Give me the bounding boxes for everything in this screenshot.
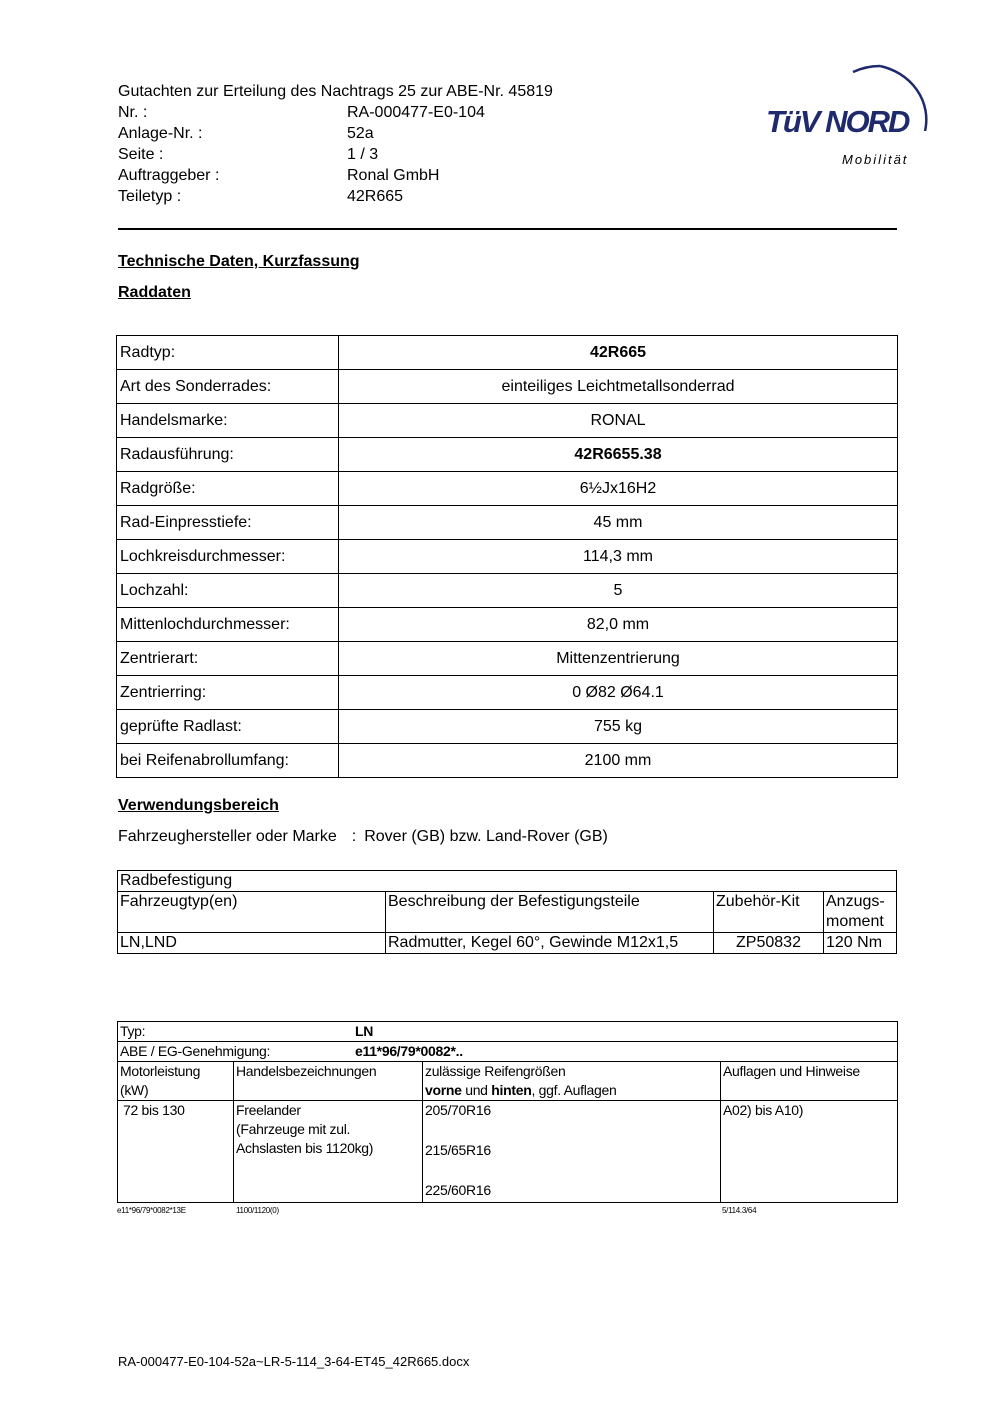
raddaten-label: Radausführung: — [117, 438, 339, 472]
typ-header-motor: Motorleistung (kW) — [118, 1062, 234, 1101]
befestigung-cell: 120 Nm — [824, 933, 897, 954]
raddaten-value: 755 kg — [339, 710, 898, 744]
header-row — [118, 144, 553, 165]
tire-size: 205/70R16 — [425, 1102, 491, 1118]
hersteller-label: Fahrzeughersteller oder Marke — [118, 828, 337, 845]
typ-header-reifen-line1: zulässige Reifengrößen — [425, 1063, 566, 1079]
typ-header-reifen-line2: vorne und hinten, ggf. Auflagen — [425, 1082, 617, 1098]
header-row — [118, 102, 553, 123]
typ-label: Typ: — [120, 1023, 146, 1039]
raddaten-row — [117, 438, 898, 472]
raddaten-label: Lochkreisdurchmesser: — [117, 540, 339, 574]
befestigung-cell: Radmutter, Kegel 60°, Gewinde M12x1,5 — [386, 933, 714, 954]
footnote: e11*96/79*0082*13E — [117, 1206, 186, 1215]
raddaten-label: bei Reifenabrollumfang: — [117, 744, 339, 778]
tuv-nord-logo — [760, 56, 945, 176]
raddaten-value: 2100 mm — [339, 744, 898, 778]
befestigung-title: Radbefestigung — [118, 871, 897, 892]
befestigung-header: Beschreibung der Befestigungsteile — [386, 892, 714, 933]
raddaten-label: Art des Sonderrades: — [117, 370, 339, 404]
hersteller-value: Rover (GB) bzw. Land-Rover (GB) — [364, 828, 608, 845]
raddaten-row — [117, 506, 898, 540]
befestigung-cell: ZP50832 — [714, 933, 824, 954]
raddaten-label: Radgröße: — [117, 472, 339, 506]
section-verwendungsbereich: Verwendungsbereich — [118, 797, 279, 814]
header-value: 1 / 3 — [347, 146, 379, 163]
header-row — [118, 123, 553, 144]
logo-brand: TüV NORD — [766, 104, 909, 139]
raddaten-row — [117, 710, 898, 744]
header-value: Ronal GmbH — [347, 167, 440, 184]
header-label: Auftraggeber : — [118, 167, 220, 184]
radbefestigung-table — [117, 870, 897, 954]
raddaten-value: 45 mm — [339, 506, 898, 540]
logo-subtitle: Mobilität — [842, 152, 909, 167]
header-row — [118, 186, 553, 207]
befestigung-cell: LN,LND — [118, 933, 386, 954]
raddaten-label: geprüfte Radlast: — [117, 710, 339, 744]
typ-data-row — [118, 1101, 898, 1203]
typ-header-handel: Handelsbezeichnungen — [234, 1062, 423, 1101]
befestigung-header: Fahrzeugtyp(en) — [118, 892, 386, 933]
typ-motor: 72 bis 130 — [118, 1101, 234, 1203]
header-divider — [118, 228, 897, 230]
typ-tires — [423, 1101, 721, 1203]
footer-filename: RA-000477-E0-104-52a~LR-5-114_3-64-ET45_42R665.docx — [118, 1354, 470, 1369]
raddaten-value: 42R665 — [339, 336, 898, 370]
raddaten-label: Rad-Einpresstiefe: — [117, 506, 339, 540]
header-label: Teiletyp : — [118, 188, 182, 205]
typ-header-row — [118, 1062, 898, 1101]
document-header — [118, 81, 553, 207]
header-value: RA-000477-E0-104 — [347, 104, 485, 121]
raddaten-row — [117, 642, 898, 676]
raddaten-label: Zentrierart: — [117, 642, 339, 676]
raddaten-label: Mittenlochdurchmesser: — [117, 608, 339, 642]
hersteller-separator: : — [351, 828, 357, 845]
hersteller-line — [118, 828, 608, 846]
typ-value: LN — [355, 1023, 374, 1039]
raddaten-row — [117, 608, 898, 642]
section-technische-daten: Technische Daten, Kurzfassung — [118, 253, 360, 270]
raddaten-label: Zentrierring: — [117, 676, 339, 710]
header-label: Anlage-Nr. : — [118, 125, 203, 142]
typ-handel: Freelander (Fahrzeuge mit zul. Achslasten bis 1120kg) — [234, 1101, 423, 1203]
raddaten-row — [117, 540, 898, 574]
raddaten-value: 0 Ø82 Ø64.1 — [339, 676, 898, 710]
befestigung-header-row — [118, 892, 897, 933]
raddaten-value: 6½Jx16H2 — [339, 472, 898, 506]
typ-auflagen: A02) bis A10) — [721, 1101, 898, 1203]
typ-header-auflagen: Auflagen und Hinweise — [721, 1062, 898, 1101]
tire-size: 215/65R16 — [425, 1142, 491, 1158]
raddaten-value: Mittenzentrierung — [339, 642, 898, 676]
raddaten-row — [117, 744, 898, 778]
typ-table — [117, 1021, 898, 1203]
abe-label: ABE / EG-Genehmigung: — [120, 1043, 271, 1059]
raddaten-value: 114,3 mm — [339, 540, 898, 574]
raddaten-row — [117, 370, 898, 404]
raddaten-label: Lochzahl: — [117, 574, 339, 608]
raddaten-label: Handelsmarke: — [117, 404, 339, 438]
header-label: Seite : — [118, 146, 164, 163]
footnote: 1100/1120(0) — [236, 1206, 279, 1215]
raddaten-row — [117, 472, 898, 506]
abe-value: e11*96/79*0082*.. — [355, 1043, 463, 1059]
befestigung-header: Zubehör-Kit — [714, 892, 824, 933]
raddaten-value: einteiliges Leichtmetallsonderrad — [339, 370, 898, 404]
raddaten-row — [117, 574, 898, 608]
raddaten-value: 42R6655.38 — [339, 438, 898, 472]
raddaten-value: RONAL — [339, 404, 898, 438]
abe-row — [118, 1042, 898, 1062]
raddaten-value: 82,0 mm — [339, 608, 898, 642]
raddaten-row — [117, 676, 898, 710]
befestigung-row — [118, 933, 897, 954]
document-title: Gutachten zur Erteilung des Nachtrags 25 zur ABE-Nr. 45819 — [118, 83, 553, 100]
header-row — [118, 165, 553, 186]
raddaten-value: 5 — [339, 574, 898, 608]
raddaten-label: Radtyp: — [117, 336, 339, 370]
footnote: 5/114.3/64 — [722, 1206, 757, 1215]
header-value: 42R665 — [347, 188, 404, 205]
befestigung-header: Anzugs- moment — [824, 892, 897, 933]
header-label: Nr. : — [118, 104, 148, 121]
raddaten-table — [116, 335, 898, 778]
raddaten-row — [117, 336, 898, 370]
tire-size: 225/60R16 — [425, 1182, 491, 1198]
typ-header-reifen — [423, 1062, 721, 1101]
section-raddaten: Raddaten — [118, 284, 191, 301]
header-value: 52a — [347, 125, 374, 142]
raddaten-row — [117, 404, 898, 438]
typ-row — [118, 1022, 898, 1042]
